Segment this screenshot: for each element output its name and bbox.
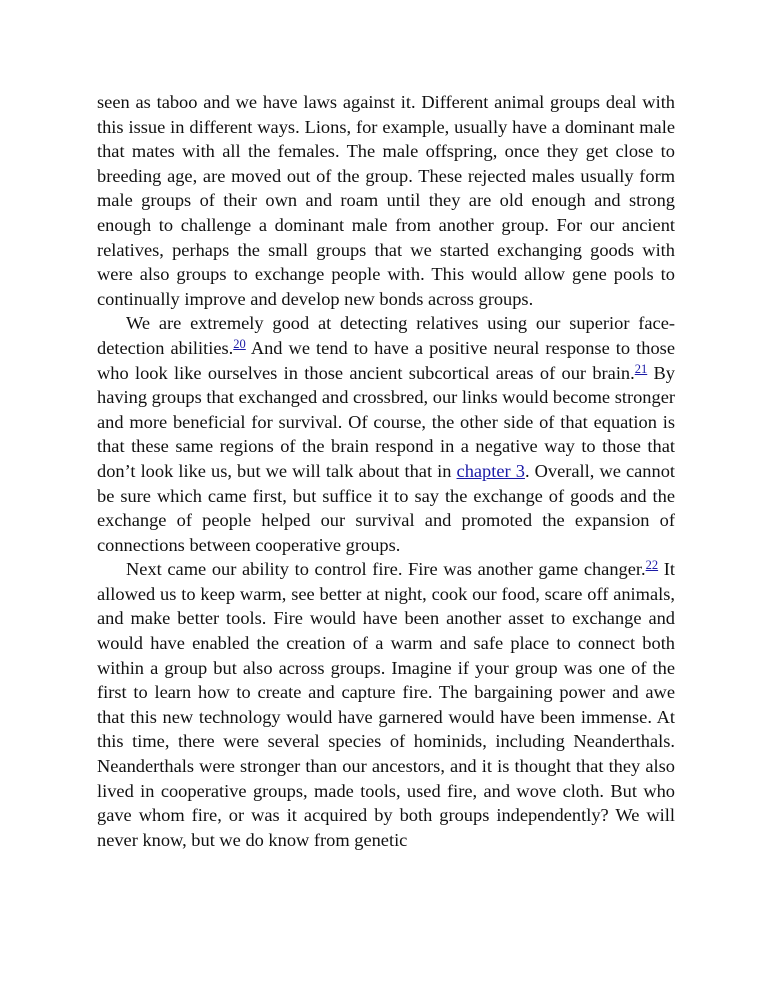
chapter-3-link[interactable]: chapter 3 <box>456 460 525 481</box>
paragraph-text: It allowed us to keep warm, see better at night, cook our food, scare off animals, and make better tools. Fire would have been another asset to exchange and would have enabled the creation of a warm and safe place to connect both within a group but also across groups. Imagine if your group was one of the first to learn how to create and capture fire. The bargaining power and awe that this new technology would have garnered would have been immense. At this time, there were several species of hominids, including Neanderthals. Neanderthals were stronger than our ancestors, and it is thought that they also lived in cooperative groups, made tools, used fire, and wove cloth. But who gave whom fire, or was it acquired by both groups independently? We will never know, but we do know from genetic <box>97 559 675 850</box>
footnote-link-21[interactable]: 21 <box>634 361 648 376</box>
paragraph-text: Next came our ability to control fire. Fire was another game changer. <box>126 559 646 580</box>
footnote-link-20[interactable]: 20 <box>233 336 246 351</box>
paragraph-text: seen as taboo and we have laws against it. Different animal groups deal with this issue in different ways. Lions, for example, usually have a dominant male that mates with all the females. The male offspring, once they get close to breeding age, are moved out of the group. These rejected males usually form male groups of their own and roam until they are old enough and strong enough to challenge a dominant male from another group. For our ancient relatives, perhaps the small groups that we started exchanging goods with were also groups to exchange people with. This would allow gene pools to continually improve and develop new bonds across groups. <box>97 92 675 309</box>
paragraph-text: We are extremely good at detecting relatives using our superior face-detection abilities. <box>97 313 675 358</box>
paragraph-text: By having groups that exchanged and crossbred, our links would become stronger and more beneficial for survival. Of course, the other side of that equation is that these same regions of the brain respond in a negative way to those that don’t look like us, but we will talk about that in <box>97 362 676 481</box>
page-body <box>97 90 675 852</box>
paragraph-text: . Overall, we cannot be sure which came first, but suffice it to say the exchange of goods and the exchange of people helped our survival and promoted the expansion of connections between cooperative groups. <box>97 460 676 555</box>
footnote-link-22[interactable]: 22 <box>645 558 659 573</box>
paragraph-2 <box>97 311 675 557</box>
paragraph-1 <box>97 90 675 311</box>
paragraph-text: And we tend to have a positive neural response to those who look like ourselves in those ancient subcortical areas of our brain. <box>97 337 675 383</box>
paragraph-3 <box>97 557 675 852</box>
